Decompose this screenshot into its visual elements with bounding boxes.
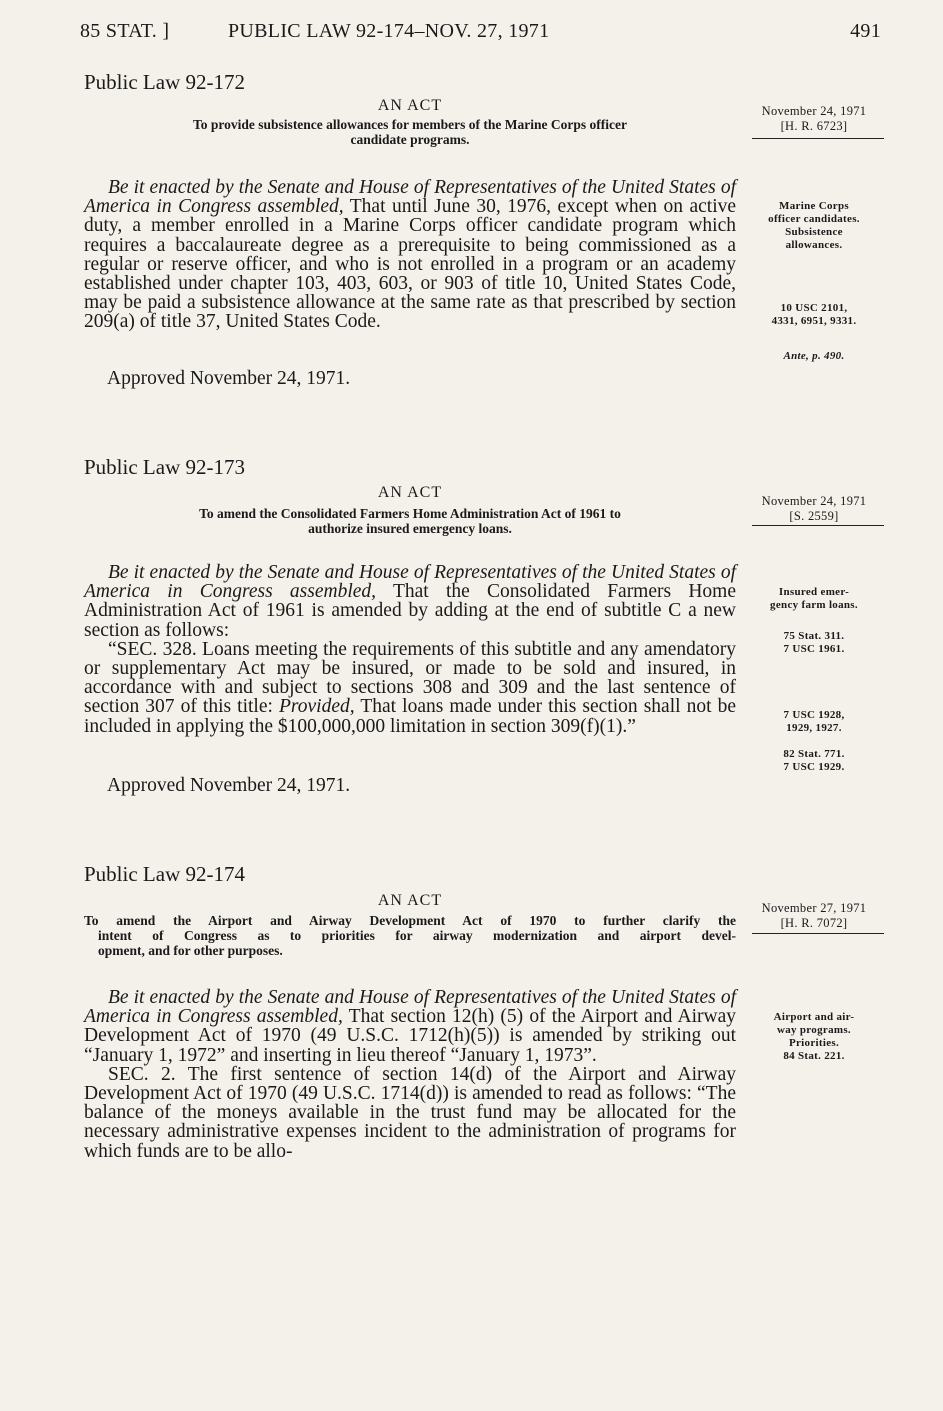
purpose-line: candidate programs. [350, 132, 470, 147]
margin-note [740, 200, 888, 252]
approved-date: Approved November 24, 1971. [107, 775, 351, 796]
an-act-heading: AN ACT [377, 484, 443, 501]
margin-bill-number: [H. R. 7072] [780, 916, 848, 930]
margin-date: November 24, 1971 [761, 104, 867, 118]
law-body [84, 988, 736, 1161]
purpose-line: authorize insured emergency loans. [308, 521, 512, 536]
margin-note [740, 586, 888, 612]
purpose-line: To provide subsistence allowances for members of the Marine Corps officer [193, 117, 627, 132]
margin-note-line: gency farm loans. [770, 599, 858, 611]
purpose-line: To amend the Airport and Airway Development Act of 1970 to further clarify the [84, 913, 736, 928]
margin-citation [740, 630, 888, 656]
law-body [84, 563, 736, 736]
margin-note-line: Insured emer- [778, 586, 850, 598]
purpose-line: opment, and for other purposes. [98, 943, 283, 958]
margin-citation-line: 4331, 6951, 9331. [771, 315, 857, 327]
margin-note [740, 1011, 888, 1050]
margin-rule [752, 138, 884, 139]
proviso: Provided, [279, 696, 355, 718]
law-purpose [84, 117, 736, 147]
margin-citation [740, 709, 888, 735]
margin-note-line: Airport and air- [773, 1011, 855, 1023]
margin-citation [740, 748, 888, 774]
margin-rule [752, 933, 884, 934]
margin-citation-line: 7 USC 1929. [783, 761, 845, 773]
enacting-clause: Be it enacted by the Senate and House of Representatives of the United States of America in Congress assembled, [84, 562, 736, 603]
an-act-heading: AN ACT [377, 97, 443, 114]
margin-note-line: allowances. [785, 239, 843, 251]
margin-citation: 84 Stat. 221. [783, 1050, 845, 1062]
margin-rule [752, 525, 884, 526]
margin-note-line: Subsistence [785, 226, 843, 238]
body-text: That until June 30, 1976, except when on active duty, a member enrolled in a Marine Corps officer candidate program which requires a baccalaureate degree as a prerequisite to being commissioned as a regular or reserve officer, and who is not enrolled in a program or an academy established under chapter 103, 403, 603, or 903 of title 10, United States Code, may be paid a subsistence allowance at the same rate as that prescribed by section 209(a) of title 37, United States Code. [84, 196, 737, 333]
running-header-title: PUBLIC LAW 92-174–NOV. 27, 1971 [228, 20, 550, 42]
margin-bill-number: [S. 2559] [789, 509, 839, 523]
margin-bill-number: [H. R. 6723] [780, 119, 848, 133]
section-text: The first sentence of section 14(d) of the Airport and Airway Development Act of 1970 (49 U.S.C. 1714(d)) is amended to read as follows: “The balance of the moneys available in the trust fund may be allocated for the necessary administrative expenses incident to the administration of programs for which funds are to be allo- [84, 1063, 737, 1162]
margin-note-line: Marine Corps [779, 200, 849, 212]
running-header-stat: 85 STAT. ] [80, 20, 170, 42]
margin-citation-line: 1929, 1927. [786, 722, 842, 734]
margin-citation [740, 302, 888, 328]
margin-date: November 27, 1971 [761, 901, 867, 915]
body-text: That the Consolidated Farmers Home Administration Act of 1961 is amended by adding at the end of subtitle C a new section as follows: [84, 581, 736, 641]
margin-citation-line: 7 USC 1928, [783, 709, 845, 721]
law-purpose [84, 913, 736, 958]
margin-citation-line: 7 USC 1961. [783, 643, 845, 655]
section-text: Loans meeting the requirements of this subtitle and any amendatory or supplementary Act may be insured, or made to be sold and insured, in accordance with and subject to sections 308 and 309 and the last sentence of section 307 of this title: [84, 638, 737, 718]
margin-ante: Ante, p. 490. [783, 350, 845, 362]
enacting-clause: Be it enacted by the Senate and House of Representatives of the United States of America in Congress assembled, [84, 177, 736, 218]
margin-note-line: officer candidates. [768, 213, 860, 225]
purpose-line: intent of Congress as to priorities for airway modernization and airport devel- [98, 928, 736, 943]
new-section [84, 640, 736, 736]
margin-citation-line: 10 USC 2101, [780, 302, 848, 314]
law-title: Public Law 92-174 [84, 862, 245, 886]
law-body [84, 178, 736, 332]
margin-citation-line: 82 Stat. 771. [783, 748, 845, 760]
purpose-line: To amend the Consolidated Farmers Home Administration Act of 1961 to [199, 506, 621, 521]
margin-citation-line: 75 Stat. 311. [783, 630, 845, 642]
section-lead: “SEC. 328. [108, 638, 197, 660]
law-purpose [84, 506, 736, 536]
body-text: That section 12(h) (5) of the Airport and Airway Development Act of 1970 (49 U.S.C. 1712(h)(5)) is amended by striking out “January 1, 1972” and inserting in lieu thereof “January 1, 1973”. [84, 1006, 736, 1066]
law-title: Public Law 92-173 [84, 455, 245, 479]
margin-note-line: way programs. [777, 1024, 851, 1036]
section-tail: That loans made under this section shall not be included in applying the $100,000,000 limitation in section 309(f)(1).” [84, 696, 736, 737]
law-title: Public Law 92-172 [84, 70, 245, 94]
margin-note-line: Priorities. [788, 1037, 840, 1049]
an-act-heading: AN ACT [377, 892, 443, 909]
enacting-clause: Be it enacted by the Senate and House of Representatives of the United States of America in Congress assembled, [84, 987, 736, 1028]
section-lead: SEC. 2. [108, 1063, 176, 1085]
margin-date: November 24, 1971 [761, 494, 867, 508]
approved-date: Approved November 24, 1971. [107, 368, 351, 389]
page-number: 491 [850, 20, 881, 42]
section-2 [84, 1065, 736, 1161]
